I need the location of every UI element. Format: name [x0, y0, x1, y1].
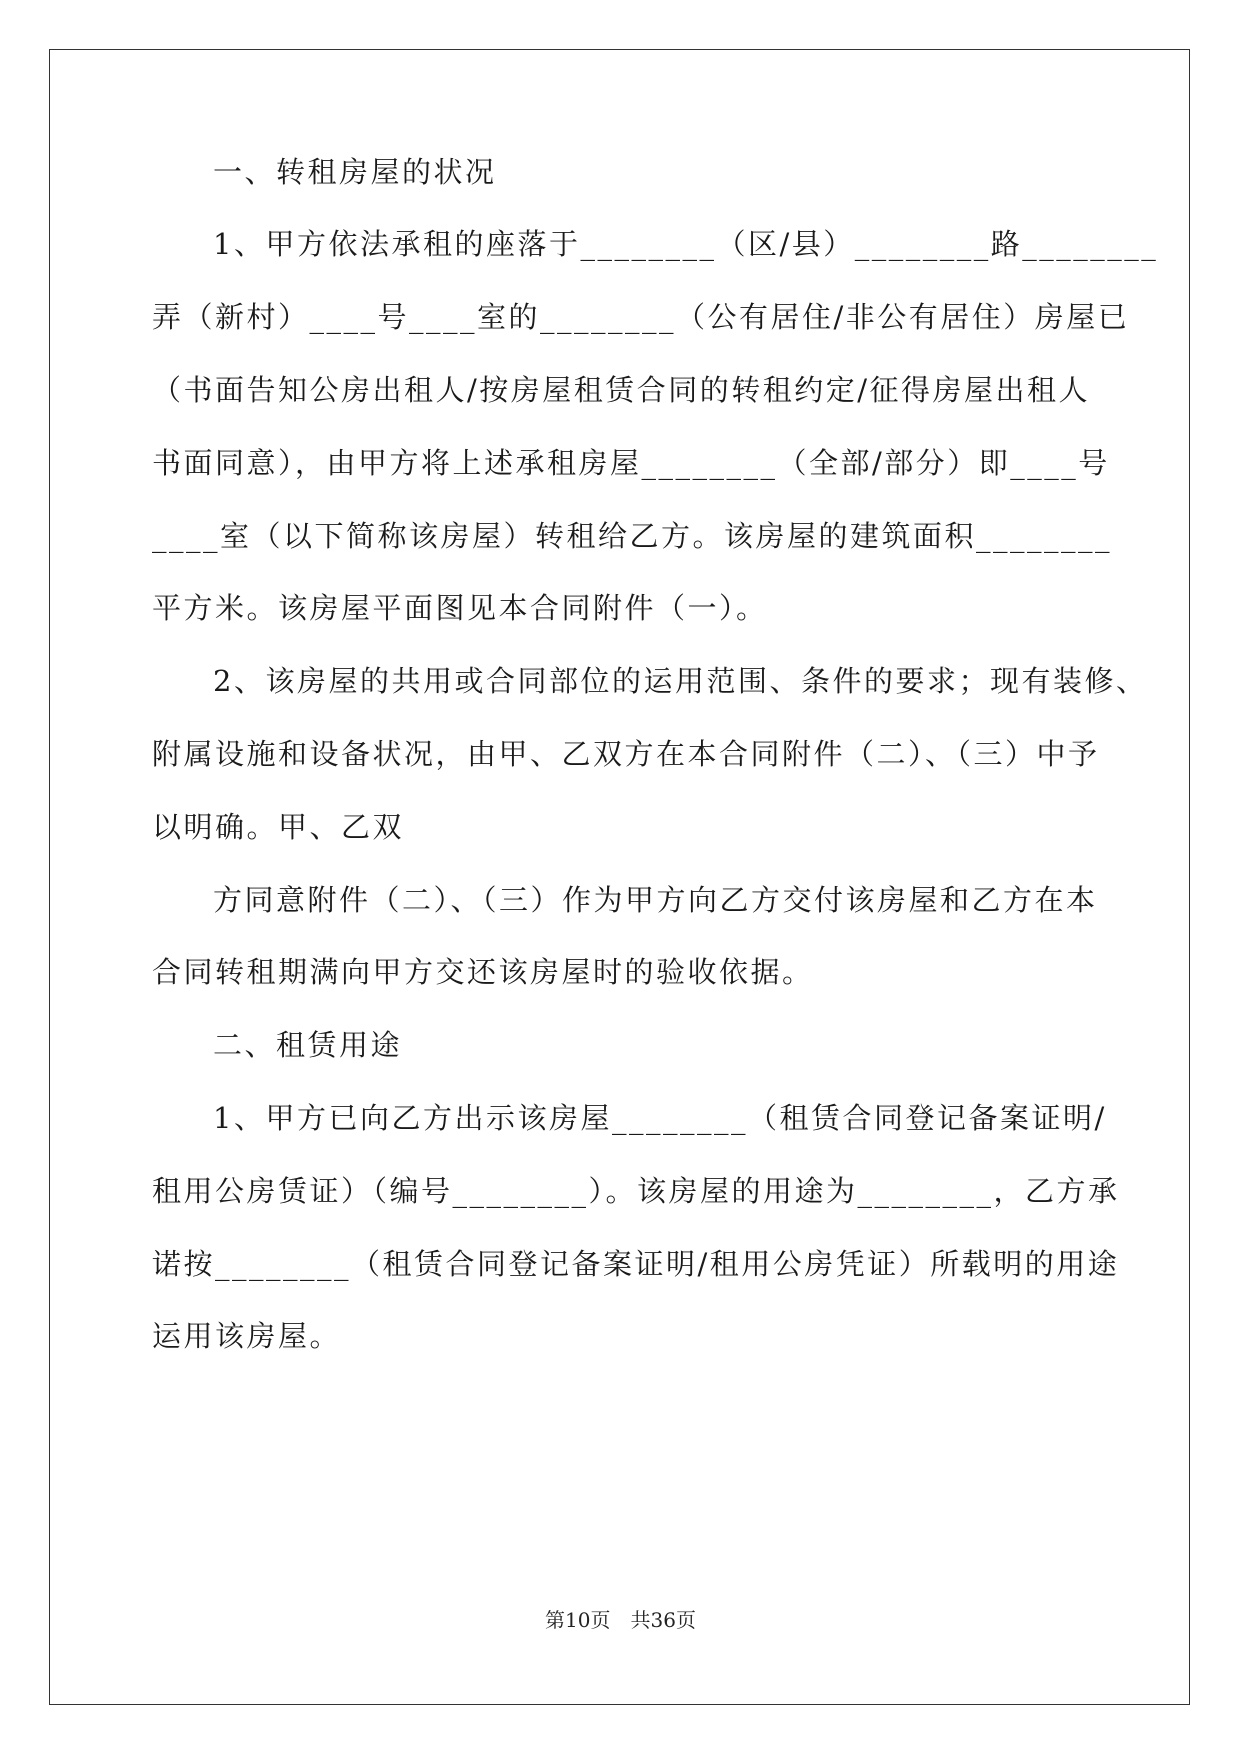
paragraph-line: 弄（新村）____号____室的________（公有居住/非公有居住）房屋已: [152, 300, 1130, 334]
paragraph-line: ____室（以下简称该房屋）转租给乙方。该房屋的建筑面积________: [152, 519, 1113, 553]
page-number: 第10页 共36页: [545, 1608, 696, 1632]
paragraph-line: 附属设施和设备状况，由甲、乙双方在本合同附件（二）、（三）中予: [152, 737, 1100, 771]
paragraph-line: 平方米。该房屋平面图见本合同附件（一）。: [152, 591, 768, 625]
paragraph-line: 1、甲方已向乙方出示该房屋________（租赁合同登记备案证明/: [213, 1101, 1107, 1135]
paragraph-line: 合同转租期满向甲方交还该房屋时的验收依据。: [152, 955, 814, 989]
section-heading-1: 一、转租房屋的状况: [213, 155, 497, 189]
paragraph-line: （书面告知公房出租人/按房屋租赁合同的转租约定/征得房屋出租人: [152, 373, 1091, 407]
paragraph-line: 1、甲方依法承租的座落于________（区/县）________路________: [213, 227, 1159, 261]
paragraph-line: 方同意附件（二）、（三）作为甲方向乙方交付该房屋和乙方在本: [213, 883, 1098, 917]
paragraph-line: 诺按________（租赁合同登记备案证明/租用公房凭证）所载明的用途: [152, 1247, 1120, 1281]
paragraph-line: 2、该房屋的共用或合同部位的运用范围、条件的要求；现有装修、: [213, 664, 1148, 698]
paragraph-line: 运用该房屋。: [152, 1319, 342, 1353]
section-heading-2: 二、租赁用途: [213, 1028, 403, 1062]
paragraph-line: 租用公房赁证）（编号________）。该房屋的用途为________，乙方承: [152, 1174, 1120, 1208]
paragraph-line: 以明确。甲、乙双: [152, 810, 405, 844]
paragraph-line: 书面同意），由甲方将上述承租房屋________（全部/部分）即____号: [152, 446, 1110, 480]
